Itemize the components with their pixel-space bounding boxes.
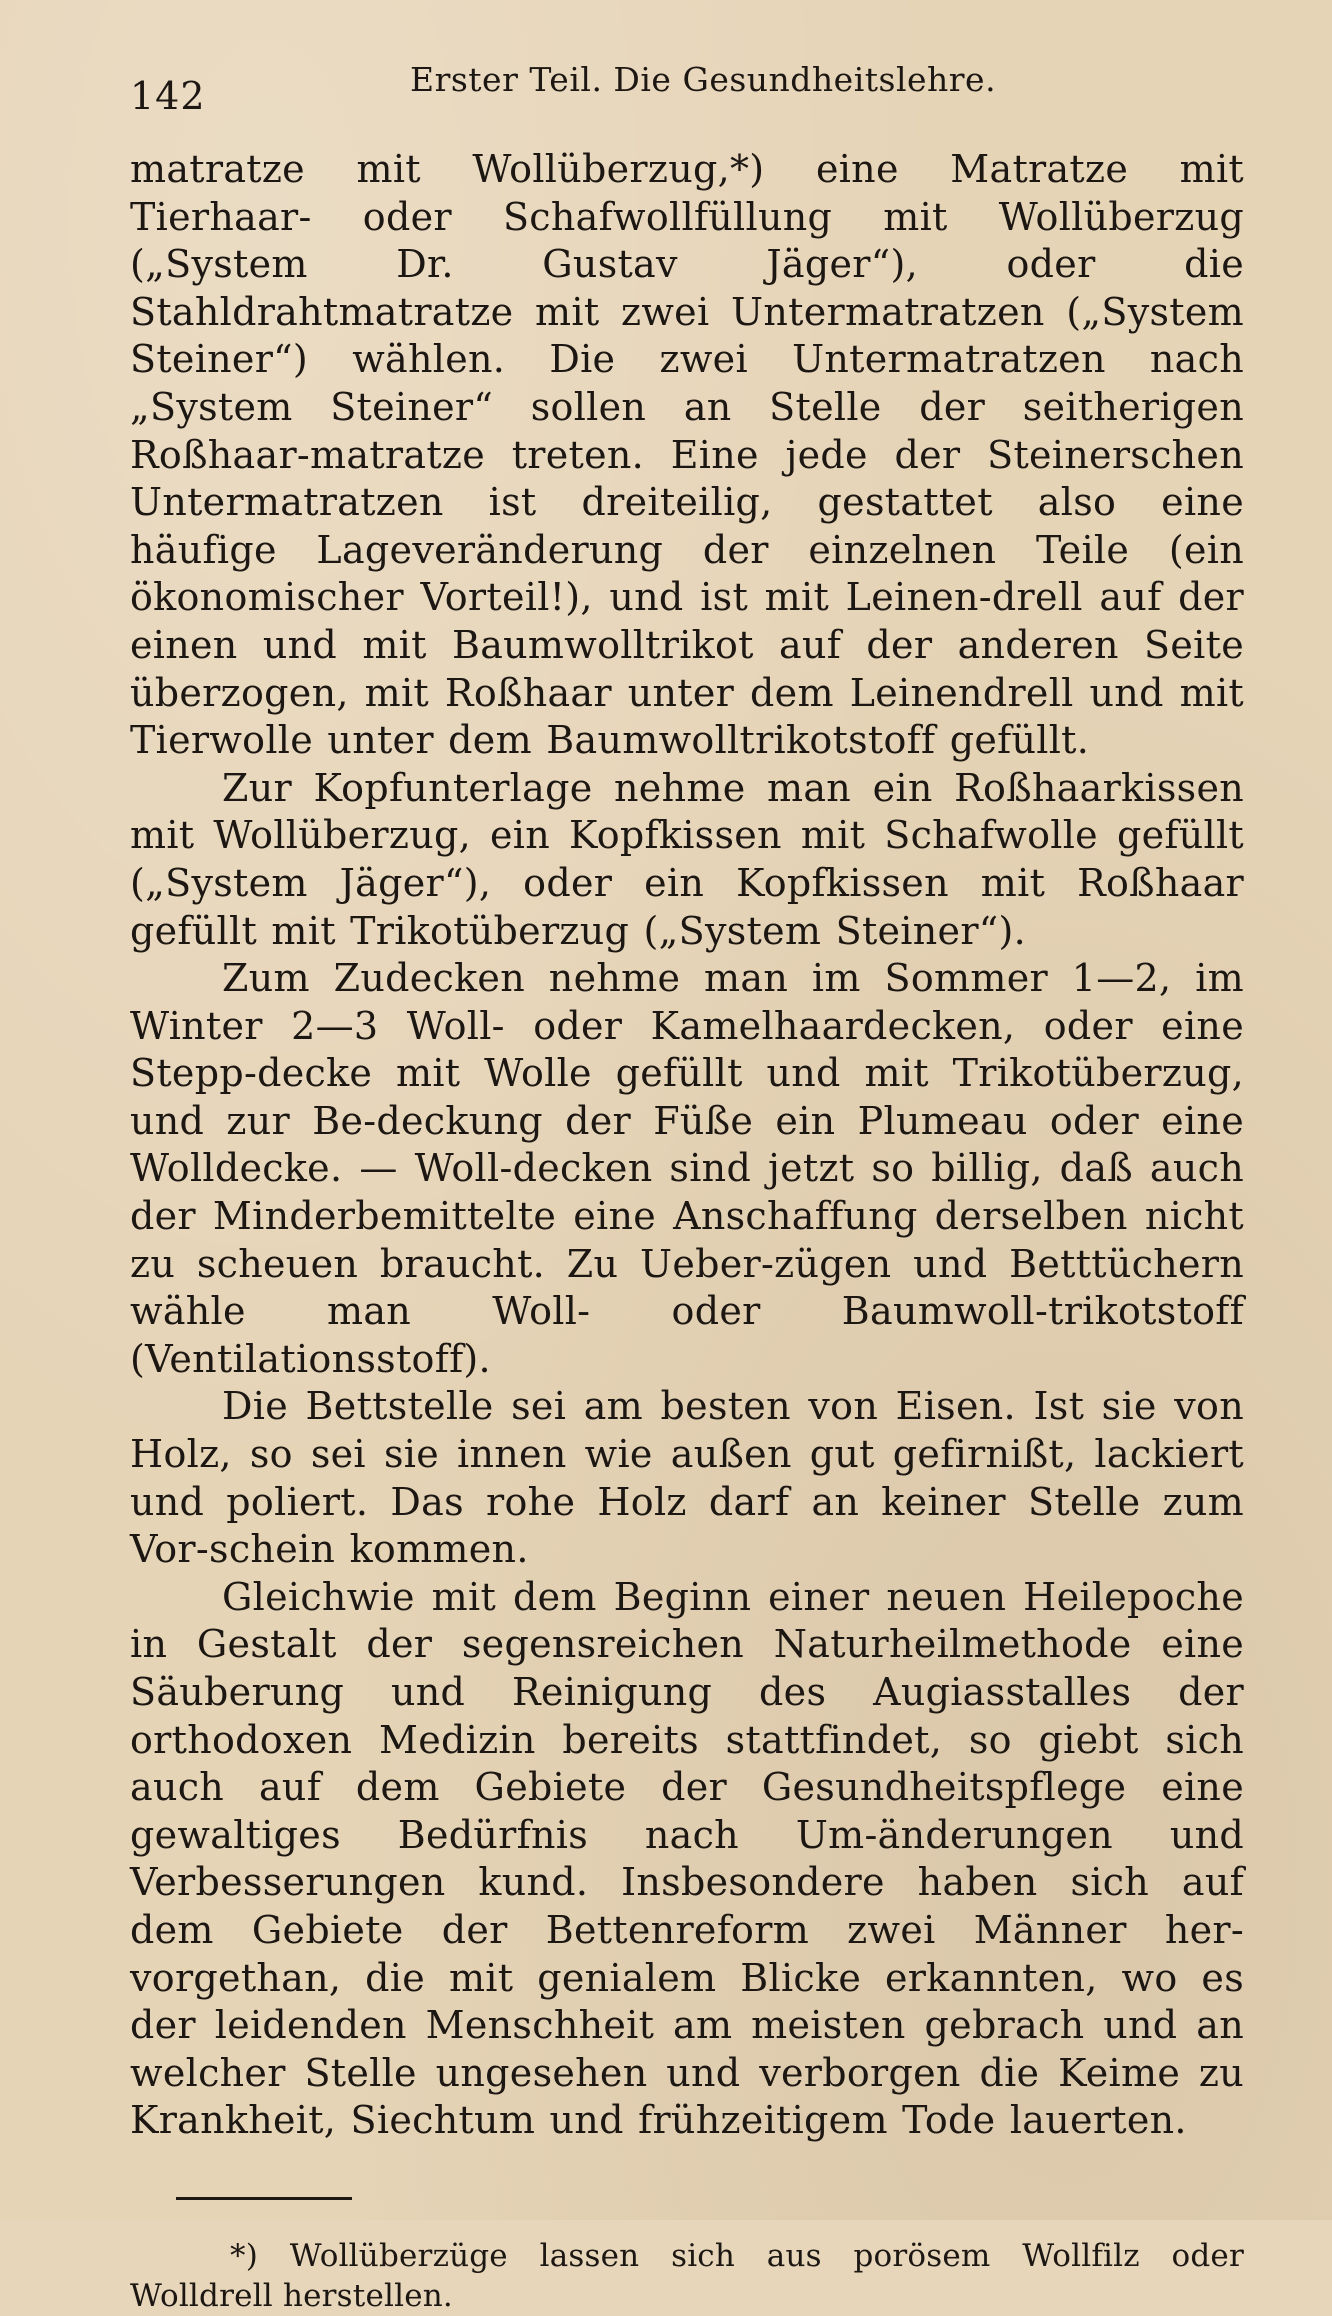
- footnote: *) Wollüberzüge lassen sich aus porösem Wollfilz oder Wolldrell herstellen.: [130, 2237, 1244, 2314]
- paragraph-mattress-continuation: matratze mit Wollüberzug,*) eine Matratze mit Tierhaar- oder Schafwollfüllung mit Wollüberzug („System Dr. Gustav Jäger“), oder die Stahldrahtmatratze mit zwei Untermatratzen („System Steiner“) wählen. Die zwei Untermatratzen nach „System Steiner“ sollen an Stelle der seitherigen Roßhaar-matratze treten. Eine jede der Steinerschen Untermatratzen ist dreiteilig, gestattet also eine häufige Lageveränderung der einzelnen Teile (ein ökonomischer Vorteil!), und ist mit Leinen-drell auf der einen und mit Baumwolltrikot auf der anderen Seite überzogen, mit Roßhaar unter dem Leinendrell und mit Tierwolle unter dem Baumwolltrikotstoff gefüllt.: [130, 147, 1244, 763]
- running-head: [130, 52, 1244, 118]
- page-number: 142: [130, 74, 206, 118]
- footnote-divider: [176, 2197, 352, 2200]
- main-text: [130, 146, 1244, 2145]
- paragraph-bedstead: Die Bettstelle sei am besten von Eisen. Ist sie von Holz, so sei sie innen wie außen gut gefirnißt, lackiert und poliert. Das rohe Holz darf an keiner Stelle zum Vor-schein kommen.: [130, 1384, 1244, 1572]
- paragraph-head-support: Zur Kopfunterlage nehme man ein Roßhaarkissen mit Wollüberzug, ein Kopfkissen mit Schafwolle gefüllt („System Jäger“), oder ein Kopfkissen mit Roßhaar gefüllt mit Trikotüberzug („System Steiner“).: [130, 765, 1244, 953]
- running-title: Erster Teil. Die Gesundheitslehre.: [410, 60, 997, 99]
- paragraph-bed-reform: Gleichwie mit dem Beginn einer neuen Heilepoche in Gestalt der segensreichen Naturheilmethode eine Säuberung und Reinigung des Augiasstalles der orthodoxen Medizin bereits stattfindet, so giebt sich auch auf dem Gebiete der Gesundheitspflege eine gewaltiges Bedürfnis nach Um-änderungen und Verbesserungen kund. Insbesondere haben sich auf dem Gebiete der Bettenreform zwei Männer her-vorgethan, die mit genialem Blicke erkannten, wo es der leidenden Menschheit am meisten gebrach und an welcher Stelle ungesehen und verborgen die Keime zu Krankheit, Siechtum und frühzeitigem Tode lauerten.: [130, 1574, 1244, 2143]
- paragraph-bedcovers: Zum Zudecken nehme man im Sommer 1—2, im Winter 2—3 Woll- oder Kamelhaardecken, oder eine Stepp-decke mit Wolle gefüllt und mit Trikotüberzug, und zur Be-deckung der Füße ein Plumeau oder eine Wolldecke. — Woll-decken sind jetzt so billig, daß auch der Minderbemittelte eine Anschaffung derselben nicht zu scheuen braucht. Zu Ueber-zügen und Betttüchern wähle man Woll- oder Baumwoll-trikotstoff (Ventilationsstoff).: [130, 956, 1244, 1381]
